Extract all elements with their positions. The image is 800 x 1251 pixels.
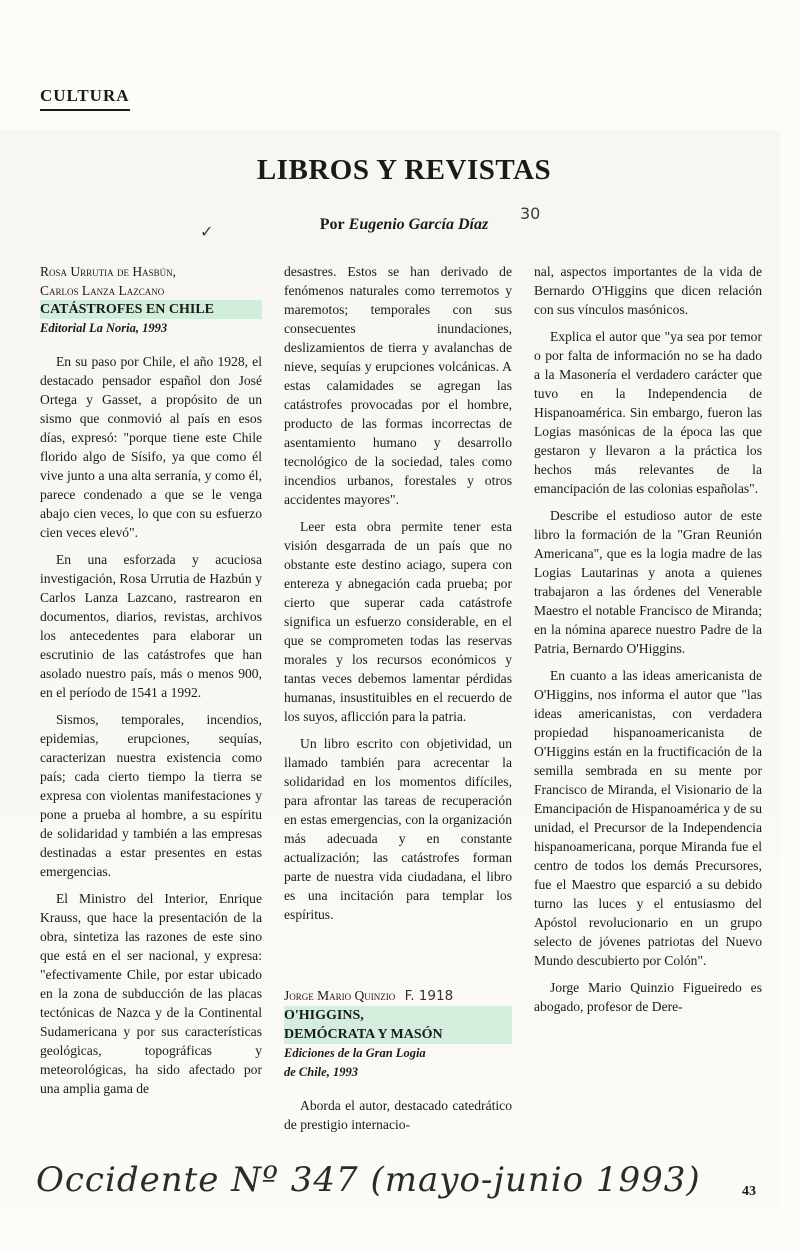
book-2-publisher: de Chile, 1993 <box>284 1065 358 1079</box>
section-label: CULTURA <box>40 86 130 111</box>
handwritten-citation: Occidente Nº 347 (mayo-junio 1993) <box>36 1160 701 1200</box>
paragraph: En cuanto a las ideas americanista de O'Higgins, nos informa el autor que "las ideas americanistas, con verdadera propiedad hispanoamericanista de O'Higgins están en la fructificación de la semilla sembrada en su mente por Francisco de Miranda, el Visionario de la Emancipación de Hispanoamérica y de su unidad, el Precursor de la Independencia hispanoamericana, porque Miranda fue el centro de todos los demás Precursores, fue el Maestro que esparció a su debido turno las luces y el entusiasmo del Apóstol revolucionario en un grupo selecto de jóvenes patriotas del Nuevo Mundo descubierto por Colón". <box>534 668 762 968</box>
paragraph: En una esforzada y acuciosa investigación, Rosa Urrutia de Hazbún y Carlos Lanza Lazcano, rastrearon en documentos, diarios, revistas, archivos los antecedentes para elaborar un escrutinio de las catástrofes que han asolado nuestro país, más o menos 900, en el período de 1541 a 1992. <box>40 552 262 700</box>
paragraph: Aborda el autor, destacado catedrático de prestigio internacio- <box>284 1098 512 1132</box>
paragraph: En su paso por Chile, el año 1928, el destacado pensador español don José Ortega y Gasset, a propósito de un sismo que conmovió al país en esos días, expresó: "porque tiene este Chile florido algo de Sísifo, ya que como él vive junto a una alta serranía, y como él, parece condenado a que se le venga abajo cien veces, lo que con su esfuerzo cien veces elevó". <box>40 354 262 540</box>
paragraph: Leer esta obra permite tener esta visión desgarrada de un país que no obstante este destino aciago, supera con entereza y abnegación cada prueba; por cierto que superar cada catástrofe significa un esfuerzo considerable, en el que se comprometen todas las reservas morales y los recursos económicos y tantas veces debemos lamentar pérdidas humanas, insustituibles en el recuerdo de los suyos, aflicción para la patria. <box>284 519 512 724</box>
page-number: 43 <box>742 1184 756 1199</box>
byline <box>0 216 800 234</box>
book-2-header-block <box>284 986 512 1082</box>
column-2 <box>284 262 512 932</box>
book-1-publisher: Editorial La Noria, 1993 <box>40 321 168 335</box>
book-1-title: CATÁSTROFES EN CHILE <box>40 300 262 319</box>
page-title: LIBROS Y REVISTAS <box>256 154 552 186</box>
book-1-author: Carlos Lanza Lazcano <box>40 283 165 298</box>
book-2-title: DEMÓCRATA Y MASÓN <box>284 1025 512 1044</box>
paragraph: Un libro escrito con objetividad, un llamado también para acrecentar la solidaridad en los momentos difíciles, para afrontar las tareas de recuperación en estas emergencias, con la organización más adecuada y en constante actualización; las catástrofes forman parte de nuestra vida ciudadana, el libro es una incitación para templar los espíritus. <box>284 736 512 922</box>
handwritten-number: 30 <box>520 204 541 223</box>
byline-prefix: Por <box>319 216 345 233</box>
byline-author: Eugenio García Díaz <box>348 216 489 233</box>
book-2-publisher: Ediciones de la Gran Logia <box>284 1046 426 1060</box>
handwritten-year: F. 1918 <box>404 988 454 1004</box>
paragraph: desastres. Estos se han derivado de fenómenos naturales como terremotos y maremotos; temporales con sus consecuentes inundaciones, deslizamientos de tierra y avalanchas de nieve, sequías y erupciones volcánicas. A estas calamidades se agregan las catástrofes provocadas por el hombre, producto de las formas incorrectas de asentamiento humano y desarrollo tecnológico de la sociedad, tales como incendios urbanos, forestales y otros accidentes mayores". <box>284 264 512 507</box>
book-2-author <box>284 986 512 1006</box>
book-1-author: Rosa Urrutia de Hasbún, <box>40 264 177 279</box>
paragraph: Describe el estudioso autor de este libro la formación de la "Gran Reunión Americana", que es la logia madre de las Logias Lautarinas y anota a quienes trabajaron a las órdenes del Venerable Maestro el notable Francisco de Miranda; en la nómina aparece nuestro Padre de la Patria, Bernardo O'Higgins. <box>534 508 762 656</box>
paragraph: Explica el autor que "ya sea por temor o por falta de información no se ha dado a la Masonería el verdadero carácter que tuvo en la Independencia de Hispanoamérica. Sin embargo, fueron las Logias masónicas de la época las que gestaron y llevaron a la práctica los hechos más relevantes de la emancipación de las colonias españolas". <box>534 329 762 496</box>
handwritten-check: ✓ <box>200 222 214 241</box>
paragraph: nal, aspectos importantes de la vida de Bernardo O'Higgins que dicen relación con sus vínculos masónicos. <box>534 264 762 317</box>
book-1-header <box>40 262 262 338</box>
book-2-title: O'HIGGINS, <box>284 1006 512 1025</box>
book-2-author-name: Jorge Mario Quinzio <box>284 988 396 1003</box>
column-1 <box>40 262 262 1106</box>
paragraph: Jorge Mario Quinzio Figueiredo es abogado, profesor de Dere- <box>534 980 762 1014</box>
paragraph: El Ministro del Interior, Enrique Krauss, que hace la presentación de la obra, sintetiza las razones de este sino que está en el ser nacional, y expresa: "efectivamente Chile, por estar ubicado en la zona de subducción de las placas tectónicas de Nazca y de la Continental Sudamericana y por sus características geológicas, topográficas y meteorológicas, ha sido afectado por una amplia gama de <box>40 891 262 1096</box>
paragraph: Sismos, temporales, incendios, epidemias, erupciones, sequías, caracterizan nuestra existencia como país; cada cierto tiempo la tierra se expresa con violentas manifestaciones y pone a prueba al hombre, a su espíritu de solidaridad y también a las empresas destinadas a estar presentes en estas emergencias. <box>40 712 262 879</box>
column-3 <box>534 262 762 1024</box>
book-2-header <box>284 986 512 1142</box>
